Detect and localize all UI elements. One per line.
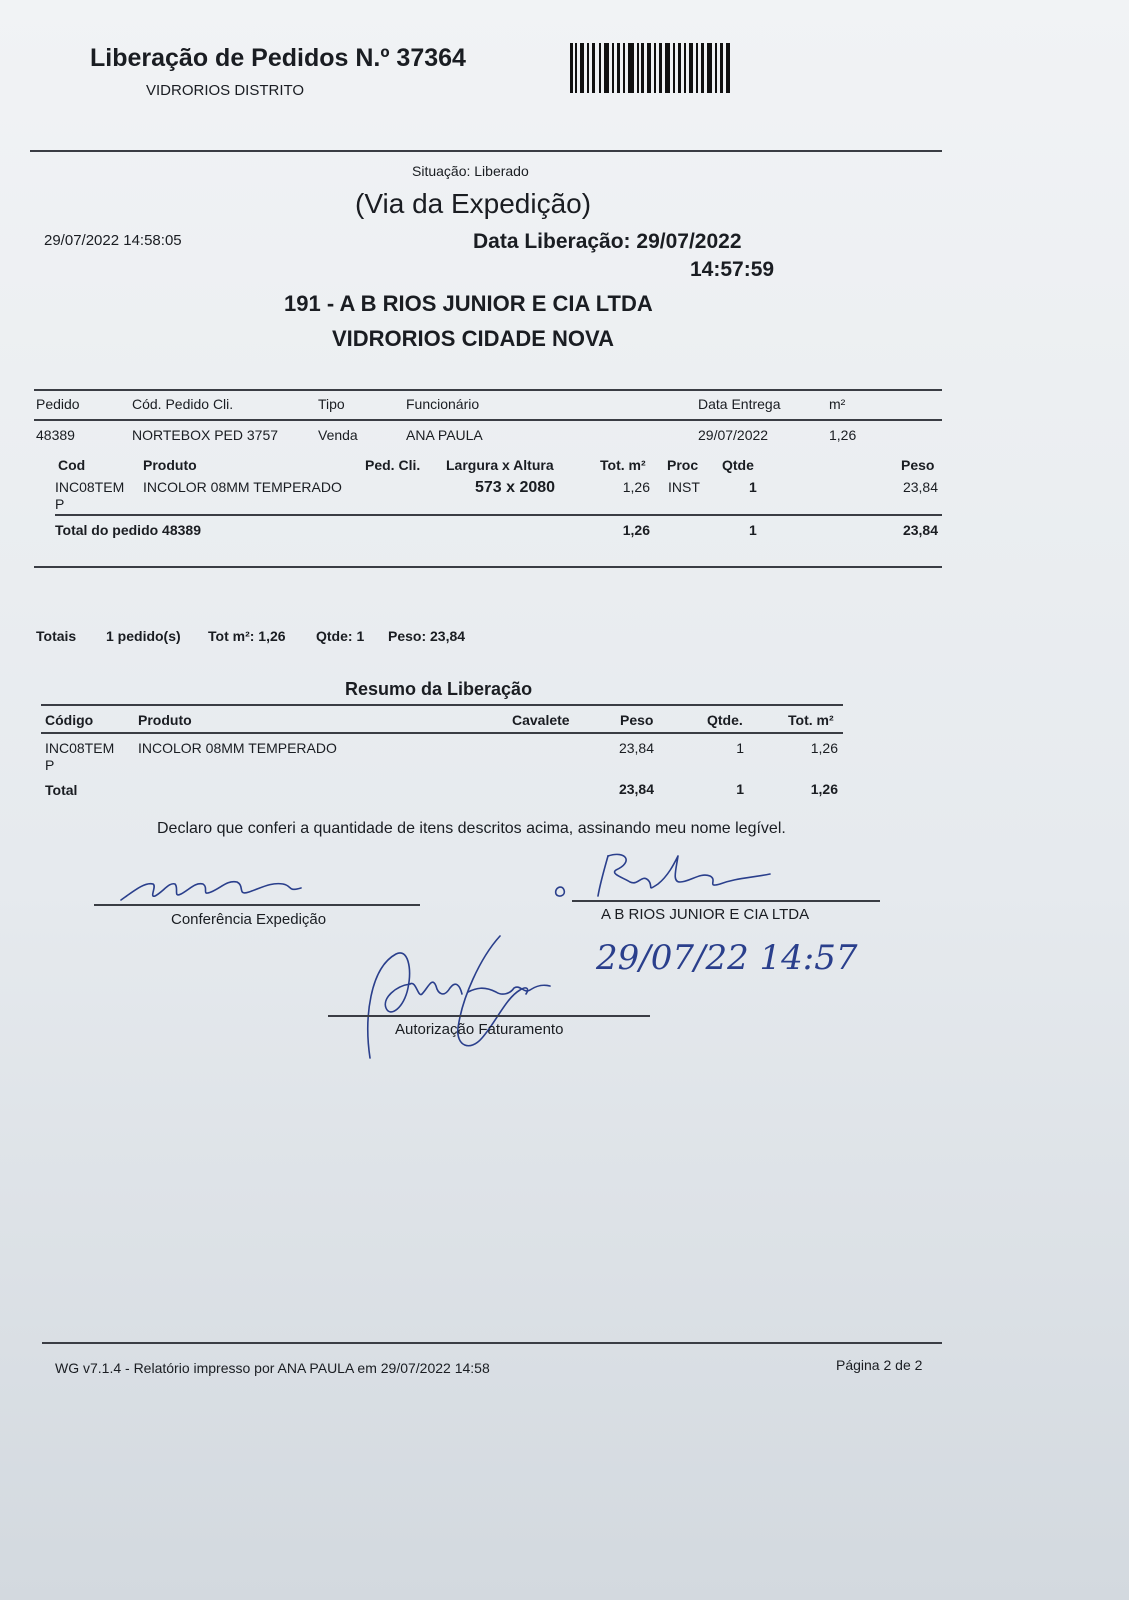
barcode	[570, 43, 731, 93]
signature-conferencia	[115, 868, 315, 908]
item-col-cod: Cod	[58, 457, 86, 473]
col-funcionario: Funcionário	[406, 396, 480, 412]
client-branch: VIDRORIOS CIDADE NOVA	[332, 326, 614, 351]
client-signature-line	[572, 900, 880, 902]
resumo-col-tot-m2: Tot. m²	[788, 712, 834, 728]
client-name: 191 - A B RIOS JUNIOR E CIA LTDA	[284, 291, 653, 316]
resumo-col-cavalete: Cavalete	[512, 712, 570, 728]
declaration-text: Declaro que conferi a quantidade de itens descritos acima, assinando meu nome legível.	[157, 820, 786, 837]
order-cod-pedido-cli: NORTEBOX PED 3757	[132, 427, 279, 443]
item-proc: INST	[668, 479, 700, 495]
resumo-qtde: 1	[736, 740, 744, 756]
order-total-m2: 1,26	[622, 522, 650, 538]
col-m2: m²	[829, 396, 846, 412]
handwritten-datetime: 29/07/22 14:57	[596, 938, 858, 978]
order-table-top-line	[34, 389, 942, 391]
resumo-header-line	[41, 732, 843, 734]
data-liberacao-time: 14:57:59	[690, 258, 775, 281]
conferencia-signature-line	[94, 904, 420, 906]
resumo-col-produto: Produto	[138, 712, 192, 728]
order-tipo: Venda	[318, 427, 358, 443]
client-signature-label: A B RIOS JUNIOR E CIA LTDA	[601, 906, 810, 923]
order-total-peso: 23,84	[902, 522, 938, 538]
col-data-entrega: Data Entrega	[698, 396, 781, 412]
order-pedido: 48389	[36, 427, 75, 443]
resumo-peso: 23,84	[618, 740, 654, 756]
conferencia-label: Conferência Expedição	[171, 911, 327, 928]
data-liberacao	[473, 230, 742, 254]
situacao: Situação: Liberado	[412, 163, 529, 179]
resumo-total-qtde: 1	[736, 781, 744, 797]
item-col-tot-m2: Tot. m²	[600, 457, 646, 473]
resumo-total-label: Total	[45, 782, 78, 798]
autorizacao-signature-line	[328, 1015, 650, 1017]
col-tipo: Tipo	[318, 396, 345, 412]
item-tot-m2: 1,26	[622, 479, 650, 495]
print-datetime: 29/07/2022 14:58:05	[44, 232, 182, 249]
order-total-qtde: 1	[749, 522, 757, 538]
order-funcionario: ANA PAULA	[406, 427, 483, 443]
totals-m2: Tot m²: 1,26	[208, 628, 286, 644]
totals-qtde: Qtde: 1	[316, 628, 365, 644]
document-title: Liberação de Pedidos N.º 37364	[90, 44, 466, 72]
resumo-total-peso: 23,84	[618, 781, 654, 797]
resumo-top-line	[41, 704, 843, 706]
header-divider	[30, 150, 942, 152]
item-col-largura-altura: Largura x Altura	[446, 457, 554, 473]
order-m2: 1,26	[829, 427, 857, 443]
data-liberacao-label: Data Liberação:	[473, 230, 631, 253]
signature-client	[550, 848, 780, 904]
item-largura-altura: 573 x 2080	[475, 479, 556, 496]
order-table-header-line	[34, 419, 942, 421]
item-qtde: 1	[749, 479, 757, 495]
order-total-label: Total do pedido 48389	[55, 522, 201, 538]
resumo-col-qtde: Qtde.	[707, 712, 743, 728]
resumo-produto: INCOLOR 08MM TEMPERADO	[138, 740, 337, 756]
totals-peso: Peso: 23,84	[388, 628, 466, 644]
resumo-tot-m2: 1,26	[810, 740, 838, 756]
totals-pedidos: 1 pedido(s)	[106, 628, 181, 644]
via-title: (Via da Expedição)	[355, 188, 592, 219]
order-table-bottom-line	[34, 566, 942, 568]
item-peso: 23,84	[902, 479, 938, 495]
company-name: VIDRORIOS DISTRITO	[146, 82, 305, 99]
item-total-line	[55, 514, 942, 516]
col-cod-pedido-cli: Cód. Pedido Cli.	[132, 396, 234, 412]
footer-page-number: Página 2 de 2	[836, 1357, 923, 1373]
item-produto: INCOLOR 08MM TEMPERADO	[143, 479, 342, 495]
item-col-produto: Produto	[143, 457, 197, 473]
resumo-title: Resumo da Liberação	[345, 679, 533, 699]
item-cod-cont: P	[55, 496, 65, 512]
resumo-codigo-cont: P	[45, 757, 55, 773]
item-col-proc: Proc	[667, 457, 699, 473]
item-col-qtde: Qtde	[722, 457, 754, 473]
resumo-col-codigo: Código	[45, 712, 94, 728]
item-col-ped-cli: Ped. Cli.	[365, 457, 421, 473]
col-pedido: Pedido	[36, 396, 80, 412]
order-data-entrega: 29/07/2022	[698, 427, 769, 443]
resumo-col-peso: Peso	[620, 712, 654, 728]
footer-divider	[42, 1342, 942, 1344]
autorizacao-label: Autorização Faturamento	[395, 1021, 564, 1038]
footer-printed-by: WG v7.1.4 - Relatório impresso por ANA PAULA em 29/07/2022 14:58	[55, 1360, 490, 1376]
signature-autorizacao	[350, 928, 580, 1078]
resumo-codigo: INC08TEM	[45, 740, 115, 756]
data-liberacao-date: 29/07/2022	[636, 230, 742, 253]
resumo-total-tot-m2: 1,26	[810, 781, 838, 797]
item-cod: INC08TEM	[55, 479, 125, 495]
item-col-peso: Peso	[901, 457, 935, 473]
totals-label: Totais	[36, 628, 77, 644]
